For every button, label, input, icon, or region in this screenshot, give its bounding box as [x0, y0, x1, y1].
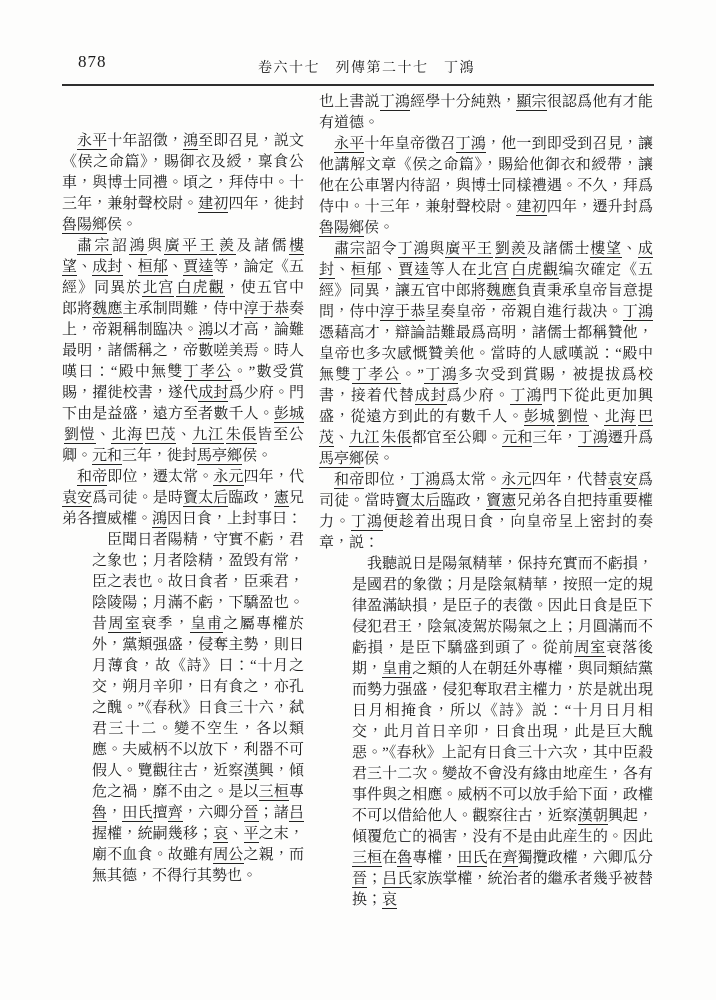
text-run: 。”數受賞賜，擢徙校書，遂代	[62, 364, 304, 401]
proper-noun-underline: 賈逵	[398, 262, 430, 278]
text-run: 十年詔徵，	[107, 133, 183, 149]
proper-noun-underline: 皇甫	[190, 616, 224, 632]
proper-noun-underline: 肅宗	[334, 241, 366, 257]
proper-noun-underline: 齊	[167, 805, 183, 821]
text-run: 爲少府。門下由是益盛，遠方至者數千人。	[62, 385, 304, 422]
proper-noun-underline: 哀	[382, 892, 398, 908]
text-run: 十年皇帝徵召	[364, 136, 456, 152]
classical-text-column	[62, 131, 304, 887]
proper-noun-underline: 劉愷	[64, 427, 96, 443]
text-run: 在	[382, 850, 398, 866]
translation-text-column	[319, 92, 653, 911]
text-run: 侯。	[364, 451, 395, 467]
proper-noun-underline: 丁鴻	[510, 388, 543, 404]
text-run: 臨政，	[228, 490, 274, 506]
proper-noun-underline: 平	[243, 826, 259, 842]
proper-noun-underline: 永平	[334, 136, 365, 152]
text-run: ，	[107, 805, 123, 821]
text-run: 等，論定《五經》同異於	[62, 259, 304, 296]
text-run: 握權，統嗣幾移；	[92, 826, 214, 842]
proper-noun-underline: 丁鴻	[577, 430, 608, 446]
paragraph	[319, 92, 653, 134]
proper-noun-underline: 憲	[273, 490, 289, 506]
proper-noun-underline: 白虎觀	[176, 280, 225, 296]
text-run: 、	[176, 427, 193, 443]
proper-noun-underline: 魏應	[486, 283, 517, 299]
text-run: 專	[288, 784, 304, 800]
proper-noun-underline: 廣平王	[445, 241, 493, 257]
text-run: 。”	[400, 367, 424, 383]
proper-noun-underline: 竇太后	[183, 490, 229, 506]
proper-noun-underline: 三桓	[258, 784, 289, 800]
text-run: 四年，遷升封爲	[546, 199, 653, 215]
proper-noun-underline: 巴茂	[144, 427, 177, 443]
proper-noun-underline: 丁鴻	[622, 304, 653, 320]
proper-noun-underline: 肅宗	[77, 238, 112, 254]
paragraph	[62, 131, 304, 236]
proper-noun-underline: 彭城	[273, 406, 304, 422]
text-run: 爲太常。	[440, 472, 502, 488]
proper-noun-underline: 桓郁	[137, 259, 168, 275]
text-run: 興起，傾覆危亡的禍害，没有不是由此産生的。因此	[352, 808, 653, 845]
text-run: 擅	[152, 805, 168, 821]
text-run: 四年，代	[243, 469, 304, 485]
proper-noun-underline: 袁安	[607, 472, 638, 488]
proper-noun-underline: 漢朝	[577, 808, 608, 824]
proper-noun-underline: 朱倀	[381, 430, 412, 446]
text-run: 很認爲他有才能有道德。	[319, 94, 653, 131]
proper-noun-underline: 永平	[77, 133, 108, 149]
paragraph	[319, 470, 653, 554]
text-run: 主承制問難，侍中	[122, 301, 244, 317]
text-run: 臨政，	[440, 493, 487, 509]
proper-noun-underline: 丁鴻	[397, 241, 430, 257]
proper-noun-underline: 晉	[352, 871, 368, 887]
proper-noun-underline: 魏應	[92, 301, 123, 317]
proper-noun-underline: 晉	[243, 805, 259, 821]
text-run: 衰落後期，	[352, 640, 653, 677]
proper-noun-underline: 白虎觀	[511, 262, 559, 278]
proper-noun-underline: 丁鴻	[423, 367, 458, 383]
text-run: 便趁着出現日食，向皇帝呈上密封的奏章，説：	[319, 514, 653, 551]
text-run: 在	[487, 850, 503, 866]
proper-noun-underline: 樓望	[590, 241, 623, 257]
text-run: 爲少府。	[446, 388, 511, 404]
text-run: 之屬專權於外，黨類强盛，侵奪主勢，則日月薄食，故《詩》曰：“十月之交，朔月辛卯，日有食之，亦孔之醜。”《春秋》日食三十六，弑君三十二。變不空生，各以類應。夫威柄不以放下，利器不可假人。覽觀往古，近察	[92, 616, 304, 779]
proper-noun-underline: 元和	[92, 448, 123, 464]
text-run: 即位，遷太常。	[107, 469, 214, 485]
proper-noun-underline: 桓郁	[350, 262, 383, 278]
text-run: 、	[95, 427, 112, 443]
proper-noun-underline: 建初	[198, 196, 229, 212]
text-run: 四年，代替	[531, 472, 608, 488]
text-run: 侯。	[364, 220, 395, 236]
text-run: 詔	[111, 238, 130, 254]
text-run: 及諸儒士	[526, 241, 591, 257]
proper-noun-underline: 皇甫	[382, 661, 413, 677]
proper-noun-underline: 丁鴻	[379, 94, 411, 110]
text-run: 爲司徒。是時	[92, 490, 184, 506]
proper-noun-underline: 周室	[108, 616, 142, 632]
proper-noun-underline: 丁孝公	[351, 367, 401, 383]
text-run: 、	[382, 262, 399, 278]
text-run: 、	[228, 826, 244, 842]
text-run: 、	[77, 259, 93, 275]
proper-noun-underline: 成封	[198, 385, 229, 401]
proper-noun-underline: 魯	[92, 805, 108, 821]
proper-noun-underline: 丁鴻	[455, 136, 486, 152]
proper-noun-underline: 三桓	[352, 850, 383, 866]
text-run: 衰季，	[141, 616, 191, 632]
text-run: 、	[122, 259, 138, 275]
proper-noun-underline: 哀	[213, 826, 229, 842]
text-run: 奏上，帝親稱制臨决。	[62, 301, 304, 338]
proper-noun-underline: 朱倀	[225, 427, 258, 443]
text-run: 、	[334, 430, 350, 446]
running-head-title: 卷六十七 列傳第二十七 丁鴻	[258, 61, 475, 76]
proper-noun-underline: 魯	[397, 850, 413, 866]
proper-noun-underline: 九江	[192, 427, 224, 443]
proper-noun-underline: 元和	[502, 430, 533, 446]
text-run: 兄弟各自把持重要權力。	[319, 493, 653, 530]
proper-noun-underline: 淳于恭	[379, 304, 426, 320]
proper-noun-underline: 劉羨	[494, 241, 527, 257]
proper-noun-underline: 丁孝公	[183, 364, 233, 380]
text-run: ；	[367, 871, 383, 887]
text-run: ；諸	[258, 805, 289, 821]
proper-noun-underline: 周室	[574, 640, 607, 656]
text-run: 、	[588, 409, 605, 425]
text-run: 多次受到賞賜，被提拔爲校書，接着代替	[319, 367, 653, 404]
text-run: 之親，而無其德，不得行其勢也。	[92, 847, 304, 884]
proper-noun-underline: 廣平王	[164, 238, 217, 254]
text-run: 憑藉高才，辯論詰難最爲高明，諸儒士都稱贊他，皇帝也多次感慨贊美他。當時的人感嘆説：“殿中無雙	[319, 325, 653, 383]
text-run: 家族掌權，統治者的繼承者幾乎被替换；	[352, 871, 653, 908]
paragraph	[62, 236, 304, 467]
text-run: 以才高，論難最明，諸儒稱之，帝數嗟美焉。時人嘆曰：“殿中無雙	[62, 322, 304, 380]
text-run: 编次確定《五經》同異，讓五官中郎將	[319, 262, 653, 299]
proper-noun-underline: 彭城	[523, 409, 556, 425]
text-run: 即位，	[364, 472, 410, 488]
proper-noun-underline: 袁安	[62, 490, 93, 506]
text-run: 與	[146, 238, 165, 254]
proper-noun-underline: 永元	[213, 469, 244, 485]
proper-noun-underline: 田氏	[457, 850, 488, 866]
proper-noun-underline: 漢	[243, 763, 259, 779]
text-run: 侯。	[107, 217, 138, 233]
proper-noun-underline: 劉愷	[557, 409, 589, 425]
text-run: 侯。	[242, 448, 273, 464]
text-run: 專權，	[412, 850, 458, 866]
proper-noun-underline: 馬亭鄉	[319, 451, 365, 467]
proper-noun-underline: 吕	[288, 805, 304, 821]
proper-noun-underline: 北宫	[477, 262, 510, 278]
proper-noun-underline: 九江	[349, 430, 380, 446]
text-run: 都官至公卿。	[411, 430, 503, 446]
proper-noun-underline: 北海	[604, 409, 636, 425]
proper-noun-underline: 永元	[501, 472, 532, 488]
proper-noun-underline: 竇太后	[394, 493, 441, 509]
text-run: 兄弟各擅威權。	[62, 490, 304, 527]
text-run: 皆至公卿。	[62, 427, 304, 464]
proper-noun-underline: 馬亭鄉	[197, 448, 243, 464]
proper-noun-underline: 丁鴻	[350, 514, 383, 530]
text-run: 與	[429, 241, 446, 257]
proper-noun-underline: 周公	[213, 847, 244, 863]
proper-noun-underline: 賈逵	[183, 259, 214, 275]
proper-noun-underline: 巴茂	[319, 409, 653, 446]
proper-noun-underline: 鴻	[182, 133, 199, 149]
proper-noun-underline: 成封	[92, 259, 123, 275]
paragraph	[62, 467, 304, 530]
text-run: 、	[167, 259, 184, 275]
text-run: 我聽説日是陽氣精華，保持充實而不虧損，是國君的象徵；月是陰氣精華，按照一定的規律盈滿缺損，是臣子的表徵。因此日食是臣下侵犯君王，陰氣凌駕於陽氣之上；月圓滿而不虧損，是臣下驕盛到頭了。從前	[352, 556, 653, 656]
text-run: ，六卿分	[182, 805, 244, 821]
proper-noun-underline: 鴻	[129, 238, 147, 254]
proper-noun-underline: 和帝	[334, 472, 365, 488]
proper-noun-underline: 田氏	[122, 805, 153, 821]
proper-noun-underline: 淳于恭	[243, 301, 289, 317]
text-run: 三年，徙封	[122, 448, 198, 464]
text-run: 及諸儒	[236, 238, 289, 254]
text-run: 臣聞日者陽精，守實不虧，君之象也；月者陰精，盈毁有常，臣之表也。故日食者，臣乘君，陰陵陽；月滿不虧，下驕盈也。昔	[92, 532, 304, 632]
proper-noun-underline: 鴻	[152, 511, 168, 527]
text-run: 、	[622, 241, 638, 257]
text-run: 因日食，上封事曰：	[167, 511, 303, 527]
paragraph	[319, 134, 653, 239]
text-run: 詔令	[365, 241, 398, 257]
paragraph	[319, 239, 653, 470]
proper-noun-underline: 羨	[218, 238, 237, 254]
text-run: 興，傾危之禍，靡不由之。是以	[92, 763, 304, 800]
proper-noun-underline: 和帝	[77, 469, 108, 485]
text-run: 也上書説	[319, 94, 380, 110]
header-divider	[62, 84, 654, 86]
proper-noun-underline: 魯陽鄉	[62, 217, 108, 233]
proper-noun-underline: 齊	[502, 850, 518, 866]
text-run: 、	[334, 262, 351, 278]
text-run: 爲司徒。當時	[319, 472, 653, 509]
page-number: 878	[78, 52, 107, 71]
proper-noun-underline: 樓望	[62, 238, 304, 275]
proper-noun-underline: 成封	[319, 241, 653, 278]
proper-noun-underline: 魯陽鄉	[319, 220, 365, 236]
text-run: 三年，	[532, 430, 578, 446]
proper-noun-underline: 竇憲	[486, 493, 517, 509]
paragraph	[352, 554, 653, 911]
text-run: 之類的人在朝廷外專權，與同類結黨而勢力强盛，侵犯奪取君主權力，於是就出現日月相掩食，所以《詩》説：“十月日月相交，此月首日辛卯，日食出現，此是巨大醜惡。”《春秋》上記有日食三十六次，其中臣殺君三十二次。變故不會没有緣由地産生，各有事件與之相應。威柄不可以放手給下面，政權不可以借給他人。觀察往古，近察	[352, 661, 653, 824]
text-run: 經學十分純熟，	[410, 94, 517, 110]
paragraph	[92, 530, 304, 887]
proper-noun-underline: 北宫	[142, 280, 175, 296]
text-run: 遷升爲	[607, 430, 653, 446]
text-run: 至即召見，説文《侯之命篇》，賜御衣及綬，稟食公車，與博士同禮。頃之，拜侍中。十三年，兼射聲校尉。	[62, 133, 304, 212]
proper-noun-underline: 北海	[111, 427, 143, 443]
proper-noun-underline: 建初	[516, 199, 547, 215]
proper-noun-underline: 鴻	[198, 322, 214, 338]
text-run: 呈奏皇帝，帝親自進行裁决。	[425, 304, 623, 320]
text-run: 之末，廟不血食。故雖有	[92, 826, 304, 863]
text-run: 等人在	[429, 262, 478, 278]
text-run: 門下從此更加興盛，從遠方到此的有數千人。	[319, 388, 653, 425]
text-run: 獨攬政權，六卿瓜分	[517, 850, 653, 866]
proper-noun-underline: 吕氏	[382, 871, 413, 887]
proper-noun-underline: 顯宗	[516, 94, 547, 110]
text-run: ，他一到即受到召見，讓他講解文章《侯之命篇》，賜給他御衣和綬帶，讓他在公車署内待詔，與博士同樣禮遇。不久，拜爲侍中。十三年，兼射聲校尉。	[319, 136, 653, 215]
proper-noun-underline: 成封	[414, 388, 447, 404]
text-run: 四年，徙封	[228, 196, 304, 212]
proper-noun-underline: 丁鴻	[409, 472, 441, 488]
text-run: ，使五官中郎將	[62, 280, 304, 317]
text-run: 負責秉承皇帝旨意提問，侍中	[319, 283, 653, 320]
